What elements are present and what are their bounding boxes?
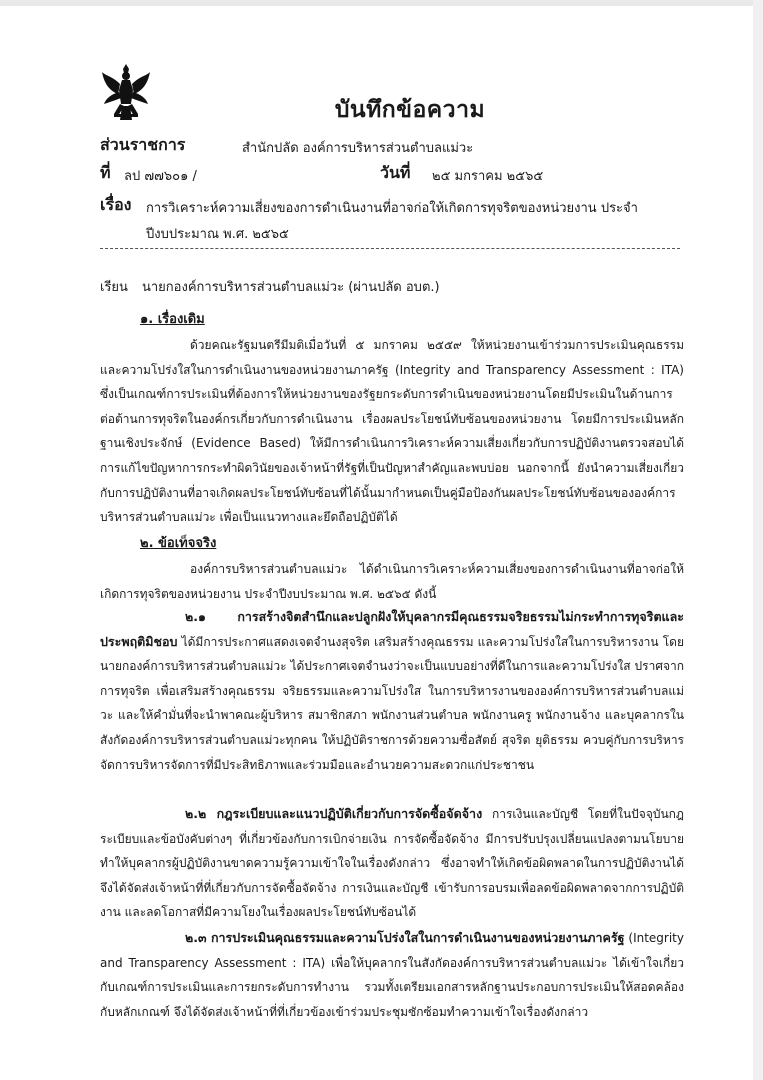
header-divider bbox=[100, 248, 680, 249]
section-2-3-paragraph bbox=[100, 926, 684, 1024]
page-right-edge bbox=[753, 0, 763, 1080]
section-2-1-heading: ๒.๑ การสร้างจิตสำนึกและปลูกฝังให้บุคลากรมีคุณธรรมจริยธรรมไม่กระทำการทุจริตและประพฤติมิชอบ bbox=[100, 609, 684, 649]
office-label: ส่วนราชการ bbox=[100, 135, 186, 154]
addressee-value: นายกองค์การบริหารส่วนตำบลแม่วะ (ผ่านปลัด อบต.) bbox=[142, 280, 440, 295]
section-2-2-paragraph bbox=[100, 802, 684, 925]
section-2-heading: ๒. ข้อเท็จจริง bbox=[140, 536, 217, 551]
date-value: ๒๕ มกราคม ๒๕๖๕ bbox=[432, 169, 544, 184]
section-2-1-paragraph bbox=[100, 605, 684, 777]
number-value: ลป ๗๗๖๐๑ / bbox=[124, 169, 197, 184]
section-1-heading: ๑. เรื่องเดิม bbox=[140, 312, 205, 327]
garuda-emblem-icon bbox=[100, 62, 152, 124]
subject-label: เรื่อง bbox=[100, 195, 132, 214]
section-2-3-text: (Integrity and Transparency Assessment : ITA) เพื่อให้บุคลากรในสังกัดองค์การบริหารส่วนตำบลแม่วะ ได้เข้าใจเกี่ยวกับเกณฑ์การประเมินและการยกระดับการทำงาน รวมทั้งเตรียมเอกสารหลักฐานประกอบการประเมินให้สอดคล้องกับหลักเกณฑ์ จึงได้จัดส่งเจ้าหน้าที่ที่เกี่ยวข้องเข้าร่วมประชุมซักซ้อมทำความเข้าใจเรื่องดังกล่าว bbox=[100, 931, 684, 1019]
document-title: บันทึกข้อความ bbox=[334, 97, 486, 123]
office-value: สำนักปลัด องค์การบริหารส่วนตำบลแม่วะ bbox=[242, 141, 474, 156]
section-2-2-text: การเงินและบัญชี โดยที่ในปัจจุบันกฎระเบียบและข้อบังคับต่างๆ ที่เกี่ยวข้องกับการเบิกจ่ายเงิน การจัดซื้อจัดจ้าง มีการปรับปรุงเปลี่ยนแปลงตามนโยบาย ทำให้บุคลากรผู้ปฏิบัติงานขาดความรู้ความเข้าใจในเรื่องดังกล่าว ซึ่งอาจทำให้เกิดข้อผิดพลาดในการปฏิบัติงานได้ จึงได้จัดส่งเจ้าหน้าที่ที่เกี่ยวกับการจัดซื้อจัดจ้าง การเงินและบัญชี เข้ารับการอบรมเพื่อลดข้อผิดพลาดจากการปฏิบัติงาน และลดโอกาสที่มีความโยงในเรื่องผลประโยชน์ทับซ้อนได้ bbox=[100, 807, 684, 920]
date-label: วันที่ bbox=[380, 163, 411, 182]
section-2-2-heading: ๒.๒ กฎระเบียบและแนวปฏิบัติเกี่ยวกับการจัดซื้อจัดจ้าง bbox=[185, 806, 483, 821]
section-2-1-text: ได้มีการประกาศแสดงเจตจำนงสุจริต เสริมสร้างคุณธรรม และความโปร่งใสในการบริหารงาน โดยนายกองค์การบริหารส่วนตำบลแม่วะ ได้ประกาศเจตจำนงว่าจะเป็นแบบอย่างที่ดีในการและความโปร่งใส ปราศจากการทุจริต เพื่อเสริมสร้างคุณธรรม จริยธรรมและความโปร่งใส ในการบริหารงานขององค์การบริหารส่วนตำบลแม่วะ และให้คำมั่นที่จะนำพาคณะผู้บริหาร สมาชิกสภา พนักงานส่วนตำบล พนักงานครู พนักงานจ้าง และบุคลากรในสังกัดองค์การบริหารส่วนตำบลแม่วะทุกคน ให้ปฏิบัติราชการด้วยความซื่อสัตย์ สุจริต ยุติธรรม ควบคู่กับการบริหารจัดการบริหารจัดการที่มีประสิทธิภาพและร่วมมือและอำนวยความสะดวกแก่ประชาชน bbox=[100, 634, 684, 772]
section-2-paragraph: องค์การบริหารส่วนตำบลแม่วะ ได้ดำเนินการวิเคราะห์ความเสี่ยงของการดำเนินงานที่อาจก่อให้เกิดการทุจริตของหน่วยงาน ประจำปีงบประมาณ พ.ศ. ๒๕๖๕ ดังนี้ bbox=[100, 562, 684, 601]
section-2-3-heading: ๒.๓ การประเมินคุณธรรมและความโปร่งใสในการดำเนินงานของหน่วยงานภาครัฐ bbox=[185, 930, 625, 945]
section-1-paragraph: ด้วยคณะรัฐมนตรีมีมติเมื่อวันที่ ๕ มกราคม ๒๕๕๙ ให้หน่วยงานเข้าร่วมการประเมินคุณธรรมและความโปร่งใสในการดำเนินงานของหน่วยงานภาครัฐ (Integrity and Transparency Assessment : ITA) ซึ่งเป็นเกณฑ์การประเมินที่ต้องการให้หน่วยงานของรัฐยกระดับการดำเนินของหน่วยงานโดยมีประเมินในด้านการต่อต้านการทุจริตในองค์กรเกี่ยวกับการดำเนินงาน เรื่องผลประโยชน์ทับซ้อนของหน่วยงาน โดยมีการประเมินหลักฐานเชิงประจักษ์ (Evidence Based) ให้มีการดำเนินการวิเคราะห์ความเสี่ยงเกี่ยวกับการปฏิบัติงานตรวจสอบได้ การแก้ไขปัญหาการกระทำผิดวินัยของเจ้าหน้าที่รัฐที่เป็นปัญหาสำคัญและพบบ่อย นอกจากนี้ ยังนำความเสี่ยงเกี่ยวกับการปฏิบัติงานที่อาจเกิดผลประโยชน์ทับซ้อนที่ได้นั้นมากำหนดเป็นคู่มือป้องกันผลประโยชน์ทับซ้อนขององค์การบริหารส่วนตำบลแม่วะ เพื่อเป็นแนวทางและยึดถือปฏิบัติได้ bbox=[100, 338, 684, 525]
addressee-label: เรียน bbox=[100, 280, 128, 295]
page-top-edge bbox=[0, 0, 763, 6]
number-label: ที่ bbox=[100, 163, 111, 182]
subject-value: การวิเคราะห์ความเสี่ยงของการดำเนินงานที่อาจก่อให้เกิดการทุจริตของหน่วยงาน ประจำปีงบประมาณ พ.ศ. ๒๕๖๕ bbox=[146, 201, 638, 242]
